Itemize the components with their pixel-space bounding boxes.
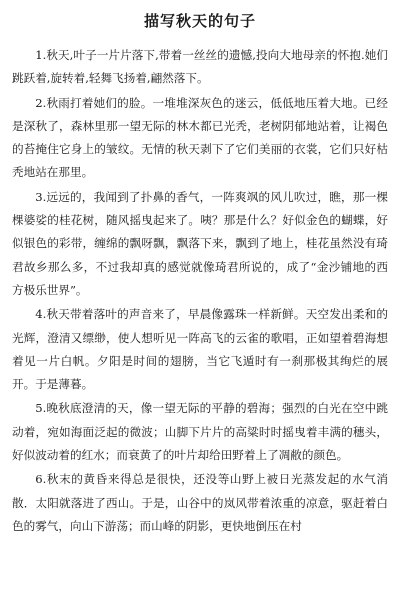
paragraph-3: 3.远远的，我闻到了扑鼻的香气，一阵爽飒的风儿吹过，瞧，那一棵棵婆娑的桂花树，随风摇曳起来了。咦？那是什么？好似金色的蝴蝶，好似银色的彩带，缠绵的飘呀飘，飘落下来，飘到了地上，桂花虽然没有琦君故乡那么多，不过我却真的感觉就像琦君所说的，成了“金沙铺地的西方极乐世界”。: [12, 189, 388, 297]
paragraph-4: 4.秋天带着落叶的声音来了，早晨像露珠一样新鲜。天空发出柔和的光辉，澄清又缥缈，使人想听见一阵高飞的云雀的歌唱，正如望着碧海想着见一片白帆。夕阳是时间的翅膀，当它飞遁时有一刹那极其绚烂的展开。于是薄暮。: [12, 307, 388, 392]
paragraph-1: 1.秋天,叶子一片片落下,带着一丝丝的遗憾,投向大地母亲的怀抱.她们跳跃着,旋转着,轻舞飞扬着,翩然落下。: [12, 48, 388, 86]
paragraph-6: 6.秋末的黄昏来得总是很快，还没等山野上被日光蒸发起的水气消散．太阳就落进了西山。于是，山谷中的岚风带着浓重的凉意，驱赶着白色的雾气，向山下游荡；而山峰的阴影，更快地倒压在村: [12, 472, 388, 533]
page-title: 描写秋天的句子: [143, 12, 256, 30]
paragraph-5: 5.晚秋底澄清的天，像一望无际的平静的碧海；强烈的白光在空中跳动着，宛如海面泛起的微波；山脚下片片的高粱时时摇曳着丰满的穗头，好似波动着的红水；而衰黄了的叶片却给田野着上了凋敝的颜色。: [12, 401, 388, 463]
paragraph-2: 2.秋雨打着她们的脸。一堆堆深灰色的迷云，低低地压着大地。已经是深秋了，森林里那一望无际的林木都已光秃，老树阴郁地站着，让褐色的苔掩住它身上的皱纹。无情的秋天剥下了它们美丽的衣裳，它们只好枯秃地站在那里。: [12, 95, 388, 180]
